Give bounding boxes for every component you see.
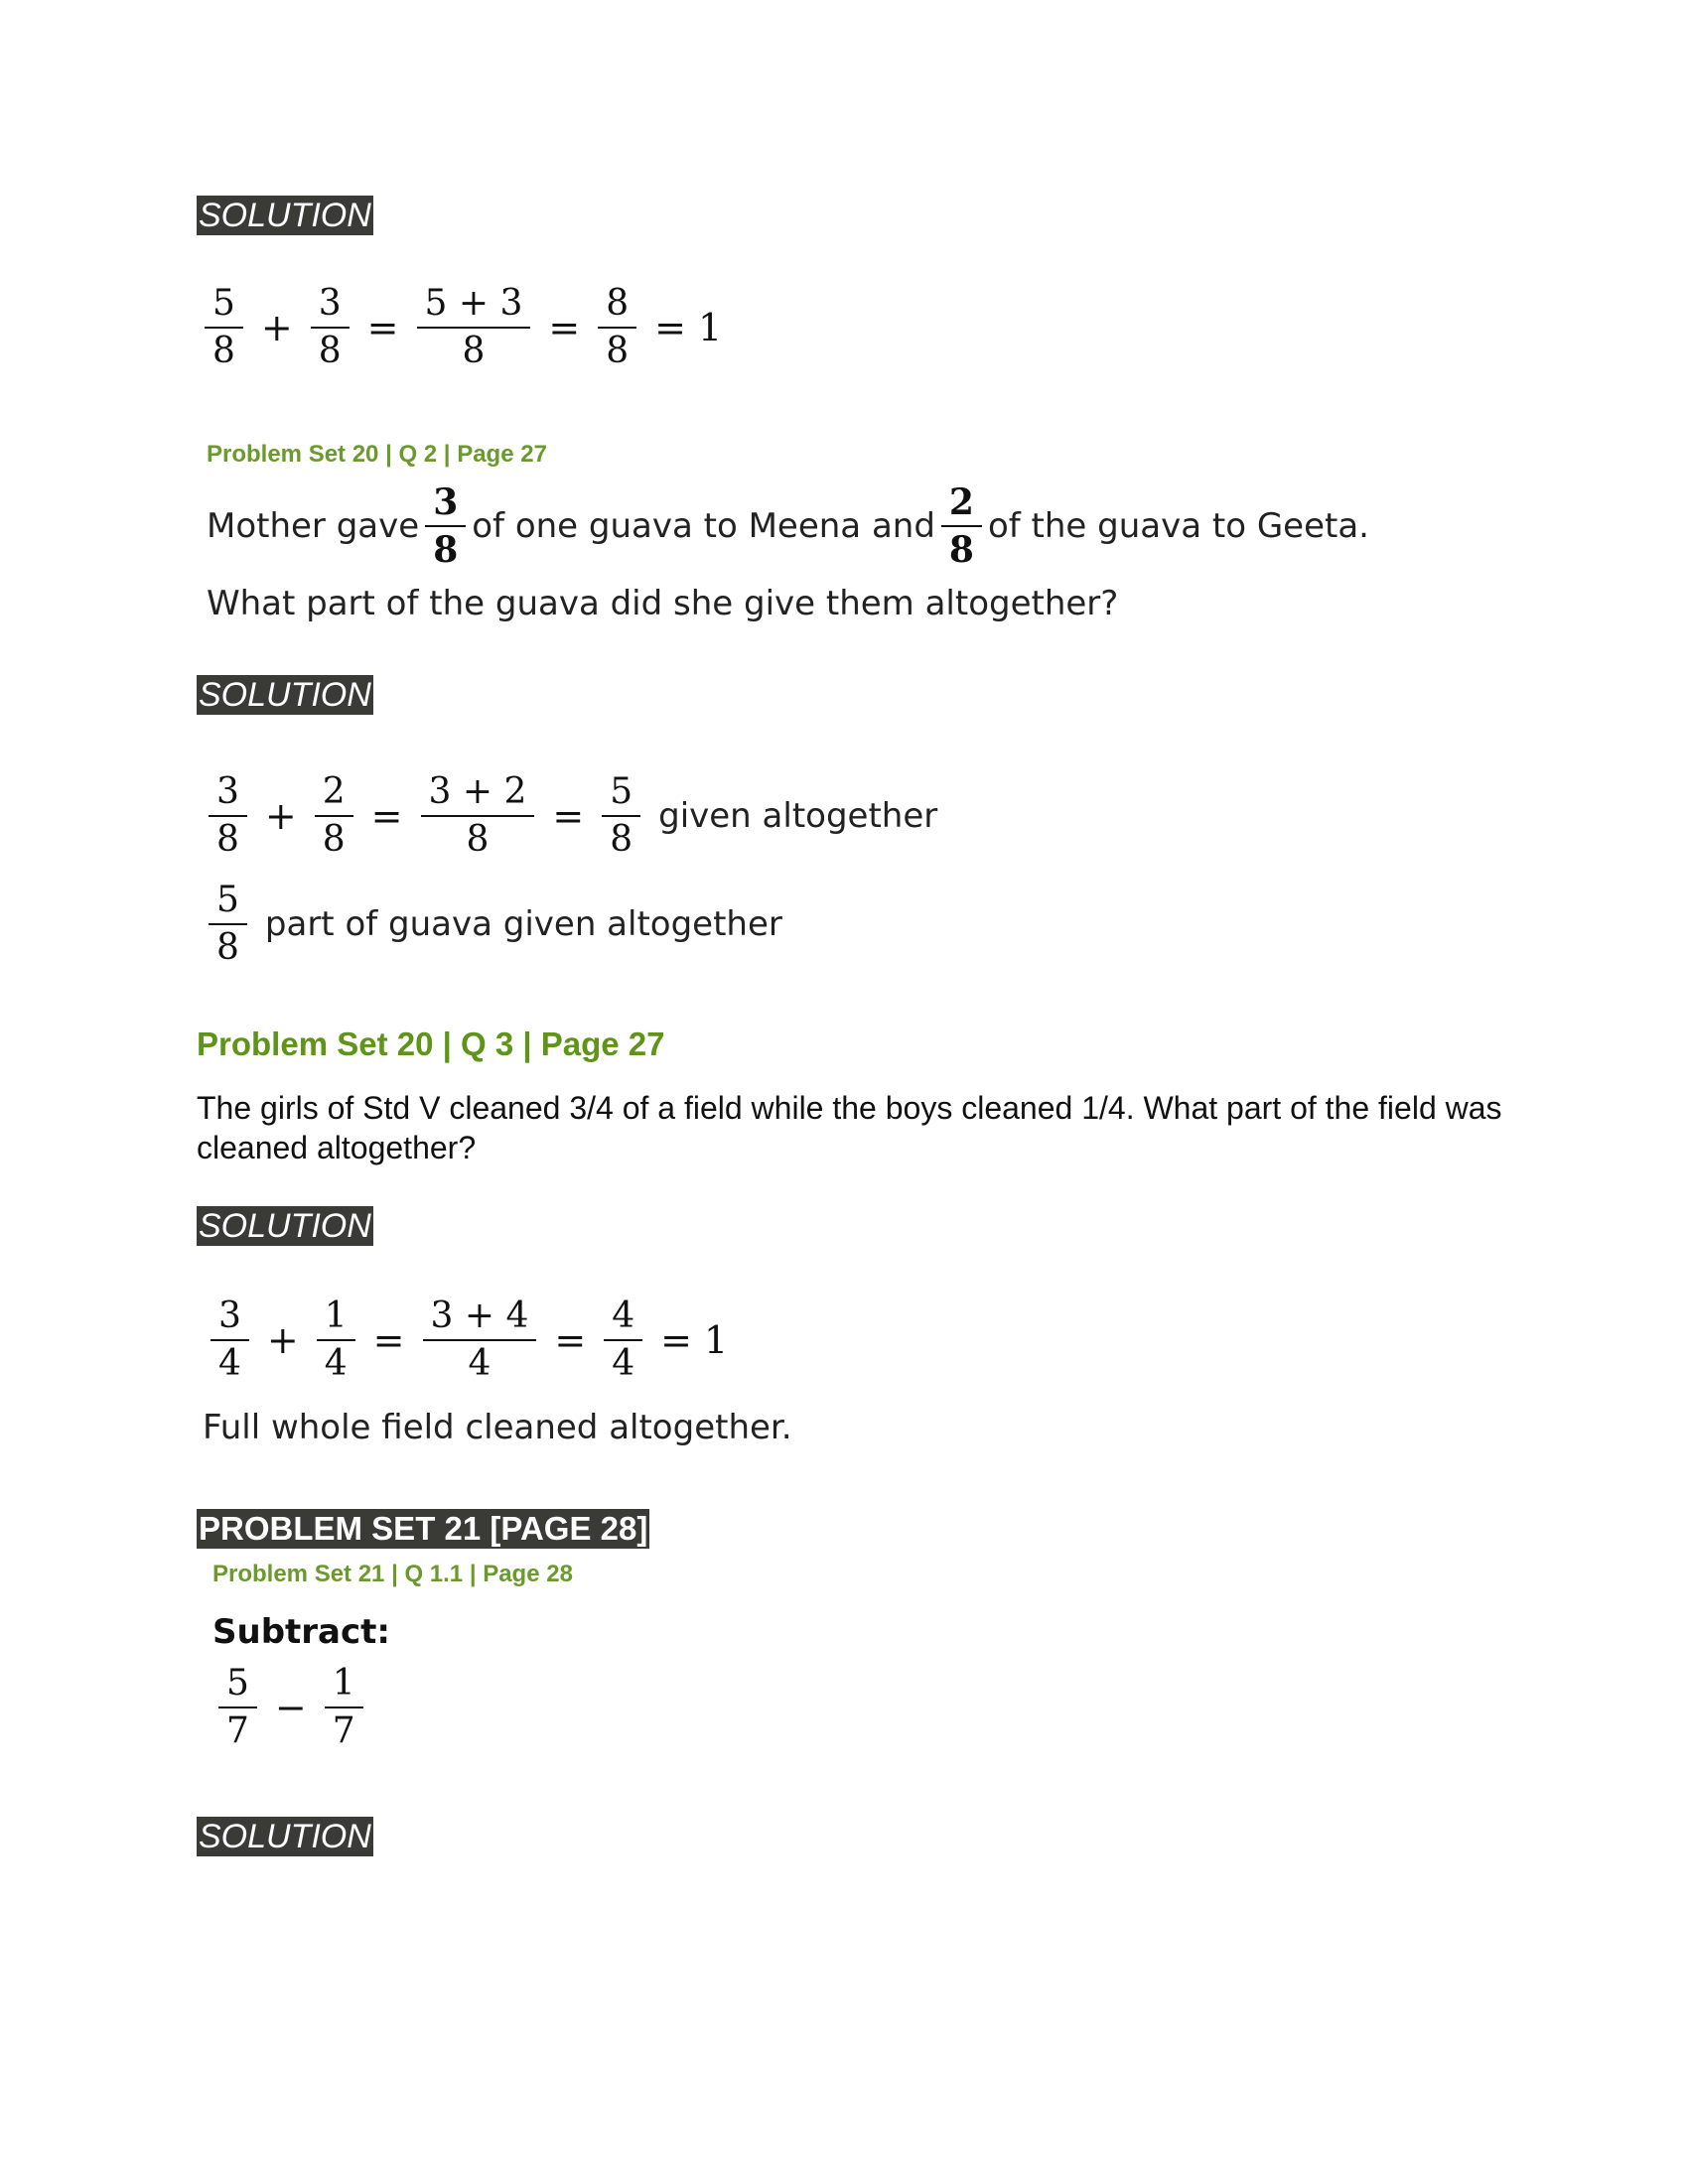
operator: + [260,306,293,349]
fraction: $\frac{3}{4}$ [211,1294,249,1387]
operator: = [370,794,403,838]
fraction: $\frac{5}{7}$ [218,1661,257,1754]
operator: = [548,306,581,349]
fraction: $\frac{5}{8}$ [209,878,247,971]
operator: = [372,1318,405,1362]
fraction: $\frac{1}{7}$ [325,1661,363,1754]
question-line: Mother gave $\frac{3}{8}$ of one guava to Meena and $\frac{2}{8}$ of the guava to Geeta. [207,481,1369,571]
fraction: $\frac{5}{8}$ [205,281,243,374]
equation-1 [199,281,734,374]
question-heading: Problem Set 20 | Q 3 | Page 27 [197,1025,665,1062]
fraction: $\frac{2}{8}$ [315,769,353,863]
solution-label: SOLUTION [199,676,371,714]
solution-label: SOLUTION [199,1207,371,1245]
operator: = [552,794,585,838]
question-line: What part of the guava did she give them altogether? [207,584,1119,623]
result: = 1 [654,306,723,349]
fraction: $\frac{5}{8}$ [602,769,640,863]
fraction: $\frac{2}{8}$ [941,479,982,573]
subtract-label: Subtract: [212,1612,390,1652]
operator: + [266,1318,299,1362]
fraction: $\frac{5 + 3}{8}$ [417,281,531,374]
fraction: $\frac{3}{8}$ [311,281,350,374]
equation-3 [205,1294,740,1387]
operator: = [366,306,399,349]
operator: + [264,794,297,838]
fraction: $\frac{1}{4}$ [317,1294,355,1387]
fraction: $\frac{3}{8}$ [425,479,466,573]
answer-line: $\frac{5}{8}$ part of guava given altogether [203,878,782,971]
question-text: The girls of Std V cleaned 3/4 of a field while the boys cleaned 1/4. What part of the field was cleaned altogether? [197,1090,1502,1165]
solution-label: SOLUTION [199,197,371,234]
section-heading: PROBLEM SET 21 [PAGE 28] [199,1510,648,1547]
fraction: $\frac{3 + 4}{4}$ [423,1294,537,1387]
fraction: $\frac{4}{4}$ [604,1294,642,1387]
answer-line: Full whole field cleaned altogether. [203,1408,792,1447]
solution-label: SOLUTION [199,1818,371,1855]
fraction: $\frac{3 + 2}{8}$ [421,769,535,863]
equation-2: $\frac{3}{8}$ + $\frac{2}{8}$ = $\frac{3 + 2}{8}$ = $\frac{5}{8}$ given altogether [203,769,937,863]
subtract-expression [212,1661,369,1754]
operator: − [274,1686,307,1729]
question-reference: Problem Set 21 | Q 1.1 | Page 28 [212,1561,573,1587]
result: = 1 [660,1318,729,1362]
operator: = [554,1318,587,1362]
question-reference: Problem Set 20 | Q 2 | Page 27 [207,441,547,468]
fraction: $\frac{8}{8}$ [598,281,636,374]
fraction: $\frac{3}{8}$ [209,769,247,863]
